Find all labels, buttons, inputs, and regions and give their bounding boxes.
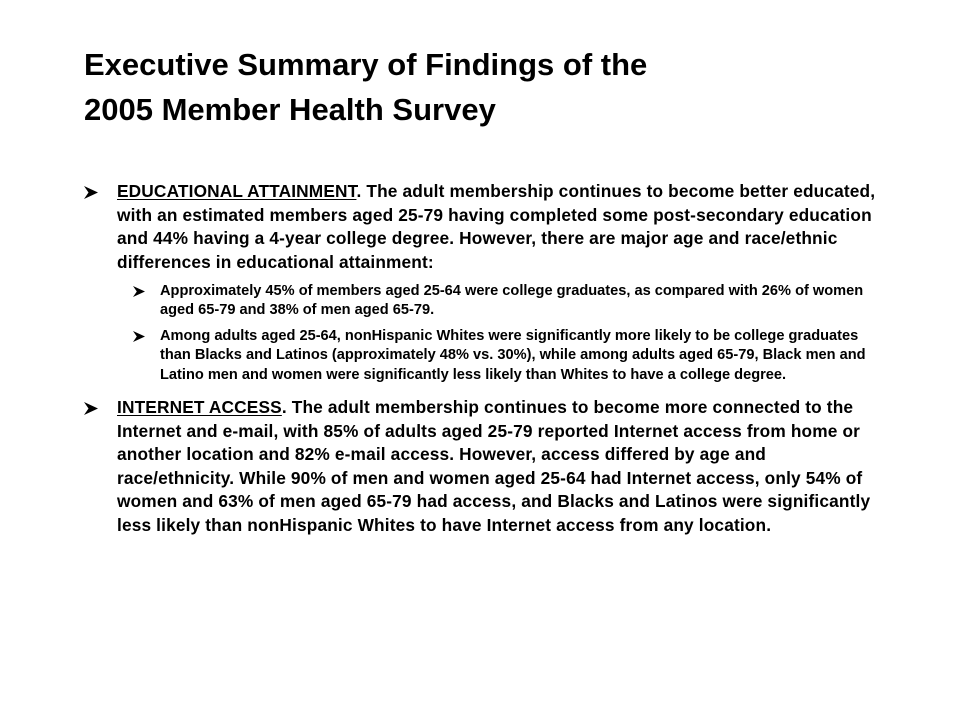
sub-findings-list	[117, 282, 884, 385]
finding-heading: INTERNET ACCESS	[117, 397, 282, 418]
finding-internet-access	[84, 396, 884, 537]
sub-finding	[117, 282, 884, 321]
finding-text: . The adult membership continues to become better educated, with an estimated members aged 25-79 having completed some post-secondary education and 44% having a 4-year college degree. However, there are major age and race/ethnic differences in educational attainment:	[117, 181, 876, 272]
arrowhead-bullet-icon	[133, 282, 145, 301]
sub-finding	[117, 327, 884, 385]
arrowhead-bullet-icon	[84, 180, 98, 203]
findings-list	[84, 180, 884, 537]
finding-text: . The adult membership continues to become more connected to the Internet and e-mail, with 85% of adults aged 25-79 reported Internet access from home or another location and 82% e-mail access. However, access differed by age and race/ethnicity. While 90% of men and women aged 25-64 had Internet access, only 54% of women and 63% of men aged 65-79 had access, and Blacks and Latinos were significantly less likely than nonHispanic Whites to have Internet access from any location.	[117, 397, 871, 535]
sub-finding-text: Approximately 45% of members aged 25-64 were college graduates, as compared with 26% of women aged 65-79 and 38% of men aged 65-79.	[160, 283, 864, 319]
arrowhead-bullet-icon	[133, 327, 145, 346]
sub-finding-text: Among adults aged 25-64, nonHispanic Whites were significantly more likely to be college graduates than Blacks and Latinos (approximately 48% vs. 30%), while among adults aged 65-79, Black men and Latino men and women were significantly less likely than Whites to have a college degree.	[160, 327, 866, 383]
arrowhead-bullet-icon	[84, 396, 98, 419]
title-line-2: 2005 Member Health Survey	[84, 92, 496, 127]
finding-educational-attainment	[84, 180, 884, 385]
finding-heading: EDUCATIONAL ATTAINMENT	[117, 181, 357, 201]
page-title	[84, 42, 904, 132]
title-line-1: Executive Summary of Findings of the	[84, 47, 648, 82]
